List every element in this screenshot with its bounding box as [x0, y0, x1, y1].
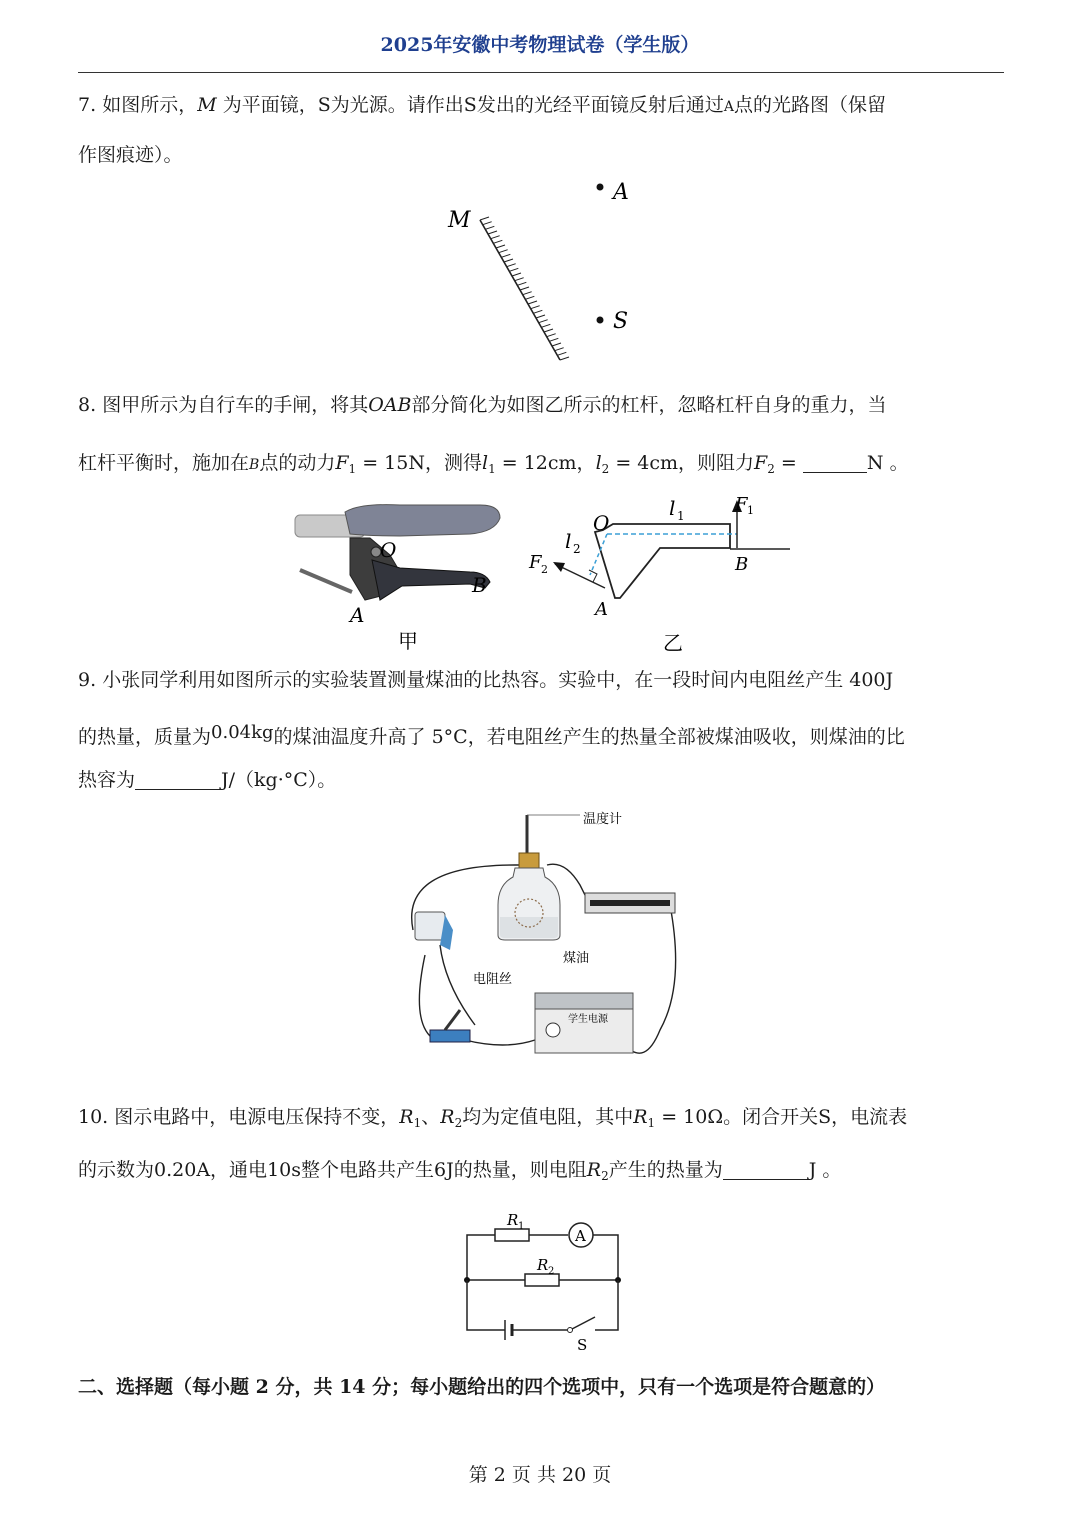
q8-var-l2: l: [595, 452, 602, 474]
wire: [595, 1280, 618, 1330]
hatch-mark: [531, 306, 540, 309]
q7-var-S: S: [317, 94, 331, 116]
q10-text: 产生的热量为: [608, 1159, 723, 1181]
q10-sub: 2: [601, 1169, 609, 1183]
yi-sub: 2: [573, 542, 581, 556]
power-knob: [546, 1023, 560, 1037]
ammeter: [415, 912, 445, 940]
q8-text: ，测得: [424, 452, 482, 474]
q10-sub: 2: [454, 1116, 463, 1130]
section-heading: 二、选择题（每小题 2 分，共 14 分；每小题给出的四个选项中，只有一个选项是符合题意的）: [78, 1376, 886, 1398]
q8-text: 。: [889, 452, 909, 474]
q7-text: 发出的光经平面镜反射后通过: [476, 94, 724, 116]
label-sub: 1: [518, 1221, 525, 1232]
q9-experiment-figure: [385, 805, 695, 1070]
switch-blade: [572, 1317, 595, 1329]
yi-label-O: O: [593, 511, 610, 535]
q10-number: 10.: [78, 1106, 109, 1128]
jia-label-O: O: [380, 538, 397, 562]
point-S: [597, 317, 604, 324]
q10-line2: [78, 1155, 1008, 1191]
q10-heat-value: 6J: [434, 1159, 454, 1181]
q7-var-S: S: [463, 94, 477, 116]
q8-var-B: B: [249, 457, 260, 473]
q10-sub: 1: [413, 1116, 422, 1130]
yi-sub: 2: [541, 563, 548, 576]
q8-text: 点的动力: [259, 452, 336, 474]
q8-text: 部分简化为如图乙所示的杠杆，忽略杠杆自身的重力，当: [411, 394, 887, 416]
q8-sub: 2: [767, 462, 775, 476]
q7-number: 7.: [78, 94, 97, 116]
q10-text: 。闭合开关: [723, 1106, 819, 1128]
q8-var-F2: F: [754, 452, 768, 474]
label-R2: R: [537, 1256, 549, 1274]
yi-label-l2: l: [565, 529, 572, 553]
q9-text: J/（kg·°C）。: [221, 769, 337, 791]
hatch-mark: [480, 217, 489, 220]
q10-line1: [78, 1102, 1008, 1138]
q10-text: 的示数为: [78, 1159, 155, 1181]
label-R1: R: [507, 1211, 519, 1229]
q8-value-l1: = 12cm: [495, 452, 577, 474]
hatch-mark: [499, 250, 508, 253]
q10-value-R1: = 10Ω: [655, 1106, 724, 1128]
page-header-title: 2025年安徽中考物理试卷（学生版）: [380, 34, 700, 56]
q10-time-value: 10s: [267, 1159, 301, 1181]
hatch-mark: [533, 310, 542, 313]
yi-sub: 1: [747, 504, 754, 517]
q8-sub: 2: [601, 462, 610, 476]
q9-text: 的煤油温度升高了 5°C，若电阻丝产生的热量全部被煤油吸收，则煤油的比: [273, 726, 905, 748]
q10-unit: J: [808, 1159, 817, 1181]
q8-lever-diagram: [525, 490, 800, 660]
ammeter-label: A: [575, 1227, 586, 1245]
q8-text: 图甲所示为自行车的手闸，将其: [102, 394, 369, 416]
q9-answer-blank[interactable]: [135, 769, 221, 790]
yi-label-F2: F: [529, 552, 542, 573]
lever-outline: [595, 524, 730, 598]
q8-text: 杠杆平衡时，施加在: [78, 452, 250, 474]
yi-label-l1: l: [669, 496, 676, 520]
q8-unit: N: [866, 452, 884, 474]
switch-contact: [568, 1328, 573, 1333]
q10-var-R1: R: [633, 1106, 648, 1128]
hatch-mark: [557, 352, 566, 355]
hatch-mark: [488, 231, 497, 234]
hatch-mark: [523, 292, 532, 295]
hatch-mark: [525, 296, 534, 299]
hatch-mark: [560, 357, 569, 360]
q10-var-R1: R: [399, 1106, 414, 1128]
hatch-mark: [517, 282, 526, 285]
q8-sub: 1: [488, 462, 496, 476]
q7-text: 点的光路图（保留: [733, 94, 886, 116]
hatch-mark: [555, 348, 564, 351]
q8-brake-photo: [290, 500, 520, 655]
label-thermometer: 温度计: [583, 812, 623, 827]
hatch-mark: [549, 338, 558, 341]
q8-line2: [78, 448, 1008, 484]
q10-text: 均为定值电阻，其中: [462, 1106, 634, 1128]
q8-line1: [78, 390, 1008, 420]
label-power-supply: 学生电源: [568, 1014, 608, 1025]
q10-text: 图示电路中，电源电压保持不变，: [114, 1106, 400, 1128]
q7-var-M: M: [197, 94, 217, 116]
header-divider: [78, 72, 1004, 73]
q10-text: 的热量，则电阻: [453, 1159, 587, 1181]
power-supply-top: [535, 993, 633, 1009]
q8-number: 8.: [78, 394, 97, 416]
q8-var-l1: l: [481, 452, 489, 474]
wire: [593, 1235, 618, 1280]
l2-dashed: [590, 534, 607, 575]
label-resistance-wire: 电阻丝: [473, 972, 513, 987]
hatch-mark: [507, 264, 516, 267]
hatch-mark: [528, 301, 537, 304]
q9-text: 热容为: [78, 769, 136, 791]
q8-text: =: [774, 452, 797, 474]
switch-handle: [445, 1010, 460, 1030]
caption-yi: 乙: [663, 631, 683, 655]
q9-mass-value: 0.04kg: [211, 722, 274, 743]
bottle-stopper: [519, 853, 539, 868]
q10-var-R2: R: [440, 1106, 455, 1128]
hatch-mark: [504, 259, 513, 262]
q9-line2: [78, 718, 1008, 752]
q9-text: 的热量，质量为: [78, 726, 212, 748]
mirror-hatching: [480, 217, 569, 360]
yi-sub: 1: [677, 509, 685, 523]
hatch-mark: [496, 245, 505, 248]
hatch-mark: [501, 254, 510, 257]
label-S: S: [613, 309, 629, 334]
q10-var-R2: R: [586, 1159, 602, 1181]
q8-var-OAB: OAB: [368, 394, 412, 416]
F2-arrowhead: [553, 562, 565, 572]
hatch-mark: [539, 320, 548, 323]
hatch-mark: [493, 240, 502, 243]
hatch-mark: [512, 273, 521, 276]
hatch-mark: [541, 324, 550, 327]
q8-value-F1: = 15N: [356, 452, 425, 474]
q10-current-value: 0.20A: [154, 1159, 211, 1181]
hatch-mark: [520, 287, 529, 290]
q8-sub: 1: [348, 462, 357, 476]
q8-var-F1: F: [335, 452, 349, 474]
wire: [419, 955, 435, 1040]
q10-text: ，电流表: [831, 1106, 908, 1128]
q10-circuit-diagram: [455, 1205, 635, 1355]
q10-var-S: S: [818, 1106, 832, 1128]
q10-sub: 1: [647, 1116, 656, 1130]
q9-text: 小张同学利用如图所示的实验装置测量煤油的比热容。实验中，在一段时间内电阻丝产生 400J: [102, 669, 894, 691]
wire: [467, 1235, 495, 1280]
q9-number: 9.: [78, 669, 97, 691]
q8-text: ，则阻力: [678, 452, 755, 474]
q10-text: ，通电: [210, 1159, 268, 1181]
hatch-mark: [485, 226, 494, 229]
jia-label-A: A: [350, 603, 365, 627]
q10-text: 。: [822, 1159, 842, 1181]
yi-label-B: B: [735, 554, 749, 575]
q8-text: ，: [576, 452, 596, 474]
label-A: A: [613, 180, 629, 205]
hatch-mark: [552, 343, 561, 346]
page-footer: 第 2 页 共 20 页: [468, 1464, 612, 1486]
q7-text: 为光源。请作出: [330, 94, 464, 116]
brake-cable: [300, 570, 352, 592]
label-kerosene: 煤油: [563, 951, 590, 966]
brake-grip: [345, 505, 500, 536]
label-M: M: [448, 208, 471, 233]
wire: [467, 1280, 505, 1330]
yi-label-F1: F: [735, 494, 748, 515]
jia-label-B: B: [472, 573, 487, 597]
hatch-mark: [515, 278, 524, 281]
q7-var-A: A: [723, 99, 734, 115]
q7-text: 为平面镜，: [222, 94, 318, 116]
label-sub: 2: [548, 1266, 555, 1277]
label-switch: S: [577, 1336, 588, 1354]
yi-label-A: A: [595, 599, 608, 620]
q7-mirror-figure: [440, 175, 660, 370]
q8-answer-blank[interactable]: [803, 452, 867, 473]
wire: [465, 1040, 535, 1045]
hatch-mark: [483, 222, 492, 225]
q8-value-l2: = 4cm: [609, 452, 679, 474]
q10-text: 整个电路共产生: [301, 1159, 435, 1181]
q7-line1: [78, 90, 1008, 122]
q9-line1: [78, 665, 1008, 695]
q7-line2: 作图痕迹）。: [78, 144, 183, 166]
q7-text: 如图所示，: [102, 94, 198, 116]
hatch-mark: [544, 329, 553, 332]
hatch-mark: [536, 315, 545, 318]
q10-answer-blank[interactable]: [723, 1159, 809, 1180]
point-A: [597, 184, 604, 191]
caption-jia: 甲: [398, 629, 418, 653]
hatch-mark: [547, 334, 556, 337]
hatch-mark: [509, 268, 518, 271]
hatch-mark: [491, 236, 500, 239]
q9-line3: [78, 765, 1008, 795]
q10-text: 、: [421, 1106, 441, 1128]
switch: [430, 1030, 470, 1042]
